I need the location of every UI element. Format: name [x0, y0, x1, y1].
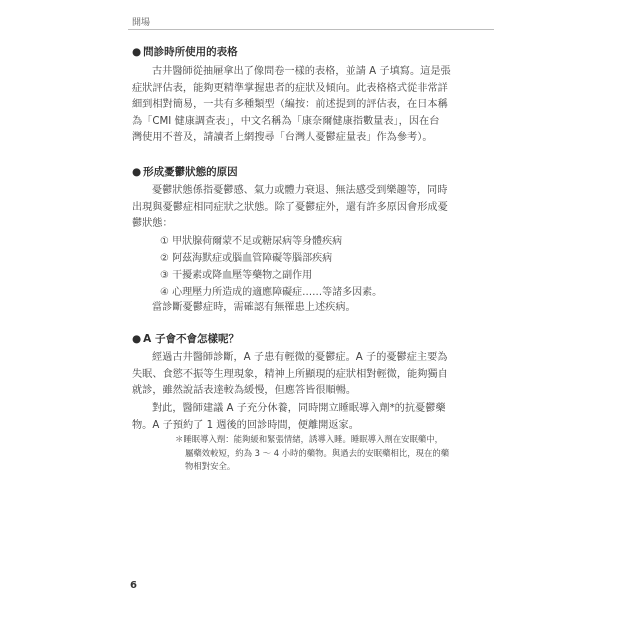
text-line: 細到相對簡易，一共有多種類型（編按：前述提到的評估表，在日本稱	[132, 99, 448, 110]
section-title-1	[132, 45, 238, 59]
header-divider	[128, 29, 494, 30]
text-line: 失眠、食慾不振等生理現象，精神上所顯現的症狀相對輕微，能夠獨自	[132, 368, 448, 380]
bullet-icon: ●	[132, 166, 142, 178]
text-line: 憂鬱狀態係指憂鬱感、氣力或體力衰退、無法感受到樂趣等，同時	[152, 185, 448, 196]
text-line: 經過古井醫師診斷，A 子患有輕微的憂鬱症。A 子的憂鬱症主要為	[152, 352, 448, 363]
text-line: 古井醫師從抽屜拿出了像問卷一樣的表格，並請 A 子填寫。這是張	[152, 66, 451, 77]
list-item: ④ 心理壓力所造成的適應障礙症……等諸多因素。	[160, 287, 383, 298]
text-line: 症狀評估表，能夠更精準掌握患者的症狀及傾向。此表格格式從非常詳	[132, 82, 448, 94]
section-title-2	[132, 165, 238, 179]
text-line: 鬱狀態：	[132, 218, 173, 229]
text-line: 為「CMI 健康調查表」，中文名稱為「康奈爾健康指數量表」，因在台	[132, 115, 440, 127]
footnote	[175, 433, 485, 474]
text-line: 灣使用不普及，請讀者上網搜尋「台灣人憂鬱症量表」作為參考）。	[132, 132, 433, 143]
text-line: 就診，雖然說話表達較為緩慢，但應答皆很順暢。	[132, 385, 357, 396]
bullet-icon: ●	[132, 46, 142, 58]
footnote-line: 物相對安全。	[185, 461, 236, 471]
section-title-2-text: 形成憂鬱狀態的原因	[143, 166, 238, 178]
section-title-3	[132, 332, 239, 346]
page-number: 6	[130, 580, 137, 591]
list-item: ① 甲狀腺荷爾蒙不足或糖尿病等身體疾病	[160, 236, 343, 247]
cause-list	[160, 233, 382, 301]
section-title-1-text: 問診時所使用的表格	[143, 46, 238, 58]
section-2-paragraph	[132, 183, 484, 233]
section-2-closing	[132, 300, 484, 317]
text-line: 當診斷憂鬱症時，需確認有無罹患上述疾病。	[152, 302, 356, 313]
text-line: 出現與憂鬱症相同症狀之狀態。除了憂鬱症外，還有許多原因會形成憂	[132, 201, 448, 213]
list-item: ② 阿茲海默症或腦血管障礙等腦部疾病	[160, 253, 333, 264]
section-3-paragraph-2	[132, 401, 484, 434]
section-3-paragraph-1	[132, 350, 484, 400]
list-item: ③ 干擾素或降血壓等藥物之副作用	[160, 270, 313, 281]
text-line: 對此，醫師建議 A 子充分休養，同時開立睡眠導入劑*的抗憂鬱藥	[152, 403, 446, 414]
running-header: 開場	[132, 18, 151, 28]
section-1-paragraph	[132, 64, 484, 147]
footnote-line: 屬藥效較短，約為 3 ～ 4 小時的藥物。與過去的安眠藥相比，現在的藥	[185, 447, 450, 458]
section-title-3-text: A 子會不會怎樣呢？	[143, 333, 239, 345]
footnote-line: ＊睡眠導入劑：能夠緩和緊張情緒，誘導入睡。睡眠導入劑在安眠藥中，	[175, 434, 443, 444]
bullet-icon: ●	[132, 333, 142, 345]
text-line: 物。A 子預約了 1 週後的回診時間，便離開返家。	[132, 419, 359, 431]
